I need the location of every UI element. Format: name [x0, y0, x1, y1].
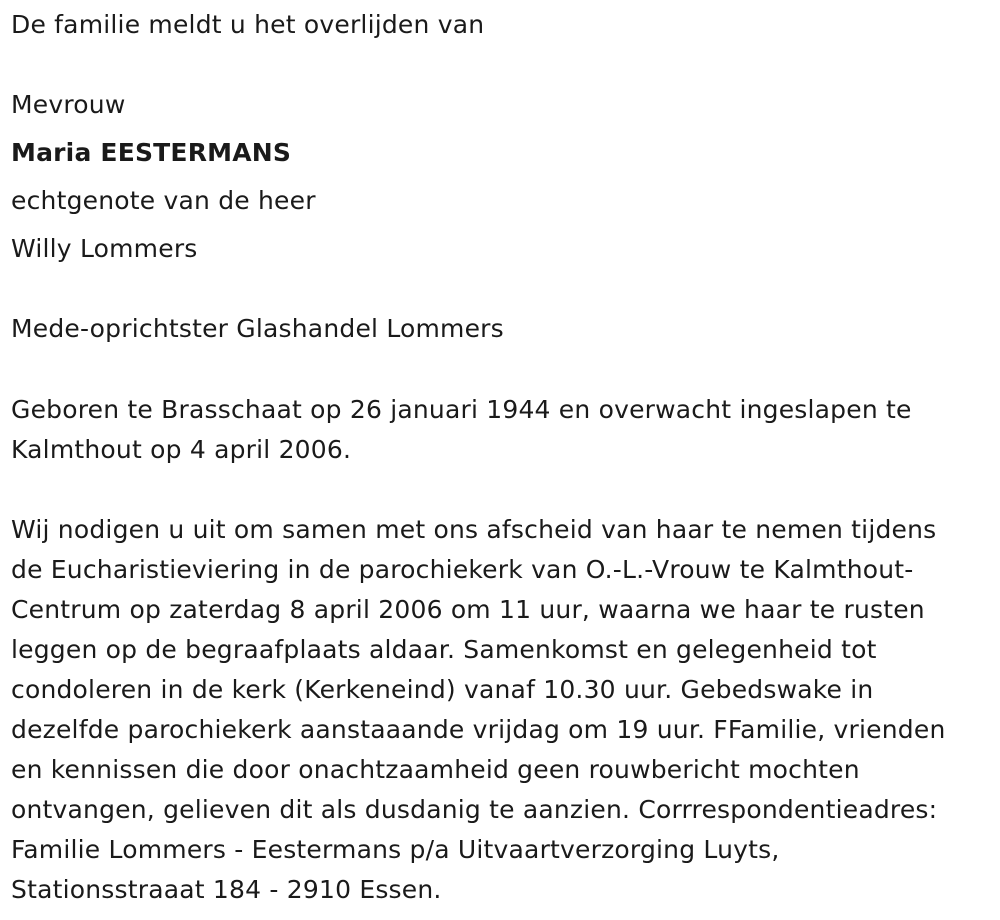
- spouse-name: Willy Lommers: [11, 234, 198, 263]
- ceremony-line: Centrum op zaterdag 8 april 2006 om 11 uur, waarna we haar te rusten: [11, 595, 925, 624]
- ceremony-line: ontvangen, gelieven dit als dusdanig te aanzien. Corrrespondentieadres:: [11, 795, 938, 824]
- ceremony-line: leggen op de begraafplaats aldaar. Samenkomst en gelegenheid tot: [11, 635, 877, 664]
- deceased-name: Maria EESTERMANS: [11, 138, 292, 167]
- spouse-label: echtgenote van de heer: [11, 186, 316, 215]
- role-text: Mede-oprichtster Glashandel Lommers: [11, 314, 504, 343]
- ceremony-line: condoleren in de kerk (Kerkeneind) vanaf 10.30 uur. Gebedswake in: [11, 675, 874, 704]
- ceremony-line: Familie Lommers - Eestermans p/a Uitvaartverzorging Luyts,: [11, 835, 780, 864]
- ceremony-line: Wij nodigen u uit om samen met ons afscheid van haar te nemen tijdens: [11, 515, 937, 544]
- ceremony-paragraph: [11, 510, 996, 910]
- ceremony-line: Stationsstraaat 184 - 2910 Essen.: [11, 875, 442, 904]
- ceremony-line: de Eucharistieviering in de parochiekerk van O.-L.-Vrouw te Kalmthout-: [11, 555, 914, 584]
- birth-death-paragraph: [11, 390, 996, 470]
- salutation: Mevrouw: [11, 90, 126, 119]
- ceremony-line: en kennissen die door onachtzaamheid geen rouwbericht mochten: [11, 755, 860, 784]
- birth-death-line: Kalmthout op 4 april 2006.: [11, 435, 352, 464]
- intro-text: De familie meldt u het overlijden van: [11, 10, 485, 39]
- ceremony-line: dezelfde parochiekerk aanstaaande vrijdag om 19 uur. FFamilie, vrienden: [11, 715, 946, 744]
- birth-death-line: Geboren te Brasschaat op 26 januari 1944 en overwacht ingeslapen te: [11, 395, 912, 424]
